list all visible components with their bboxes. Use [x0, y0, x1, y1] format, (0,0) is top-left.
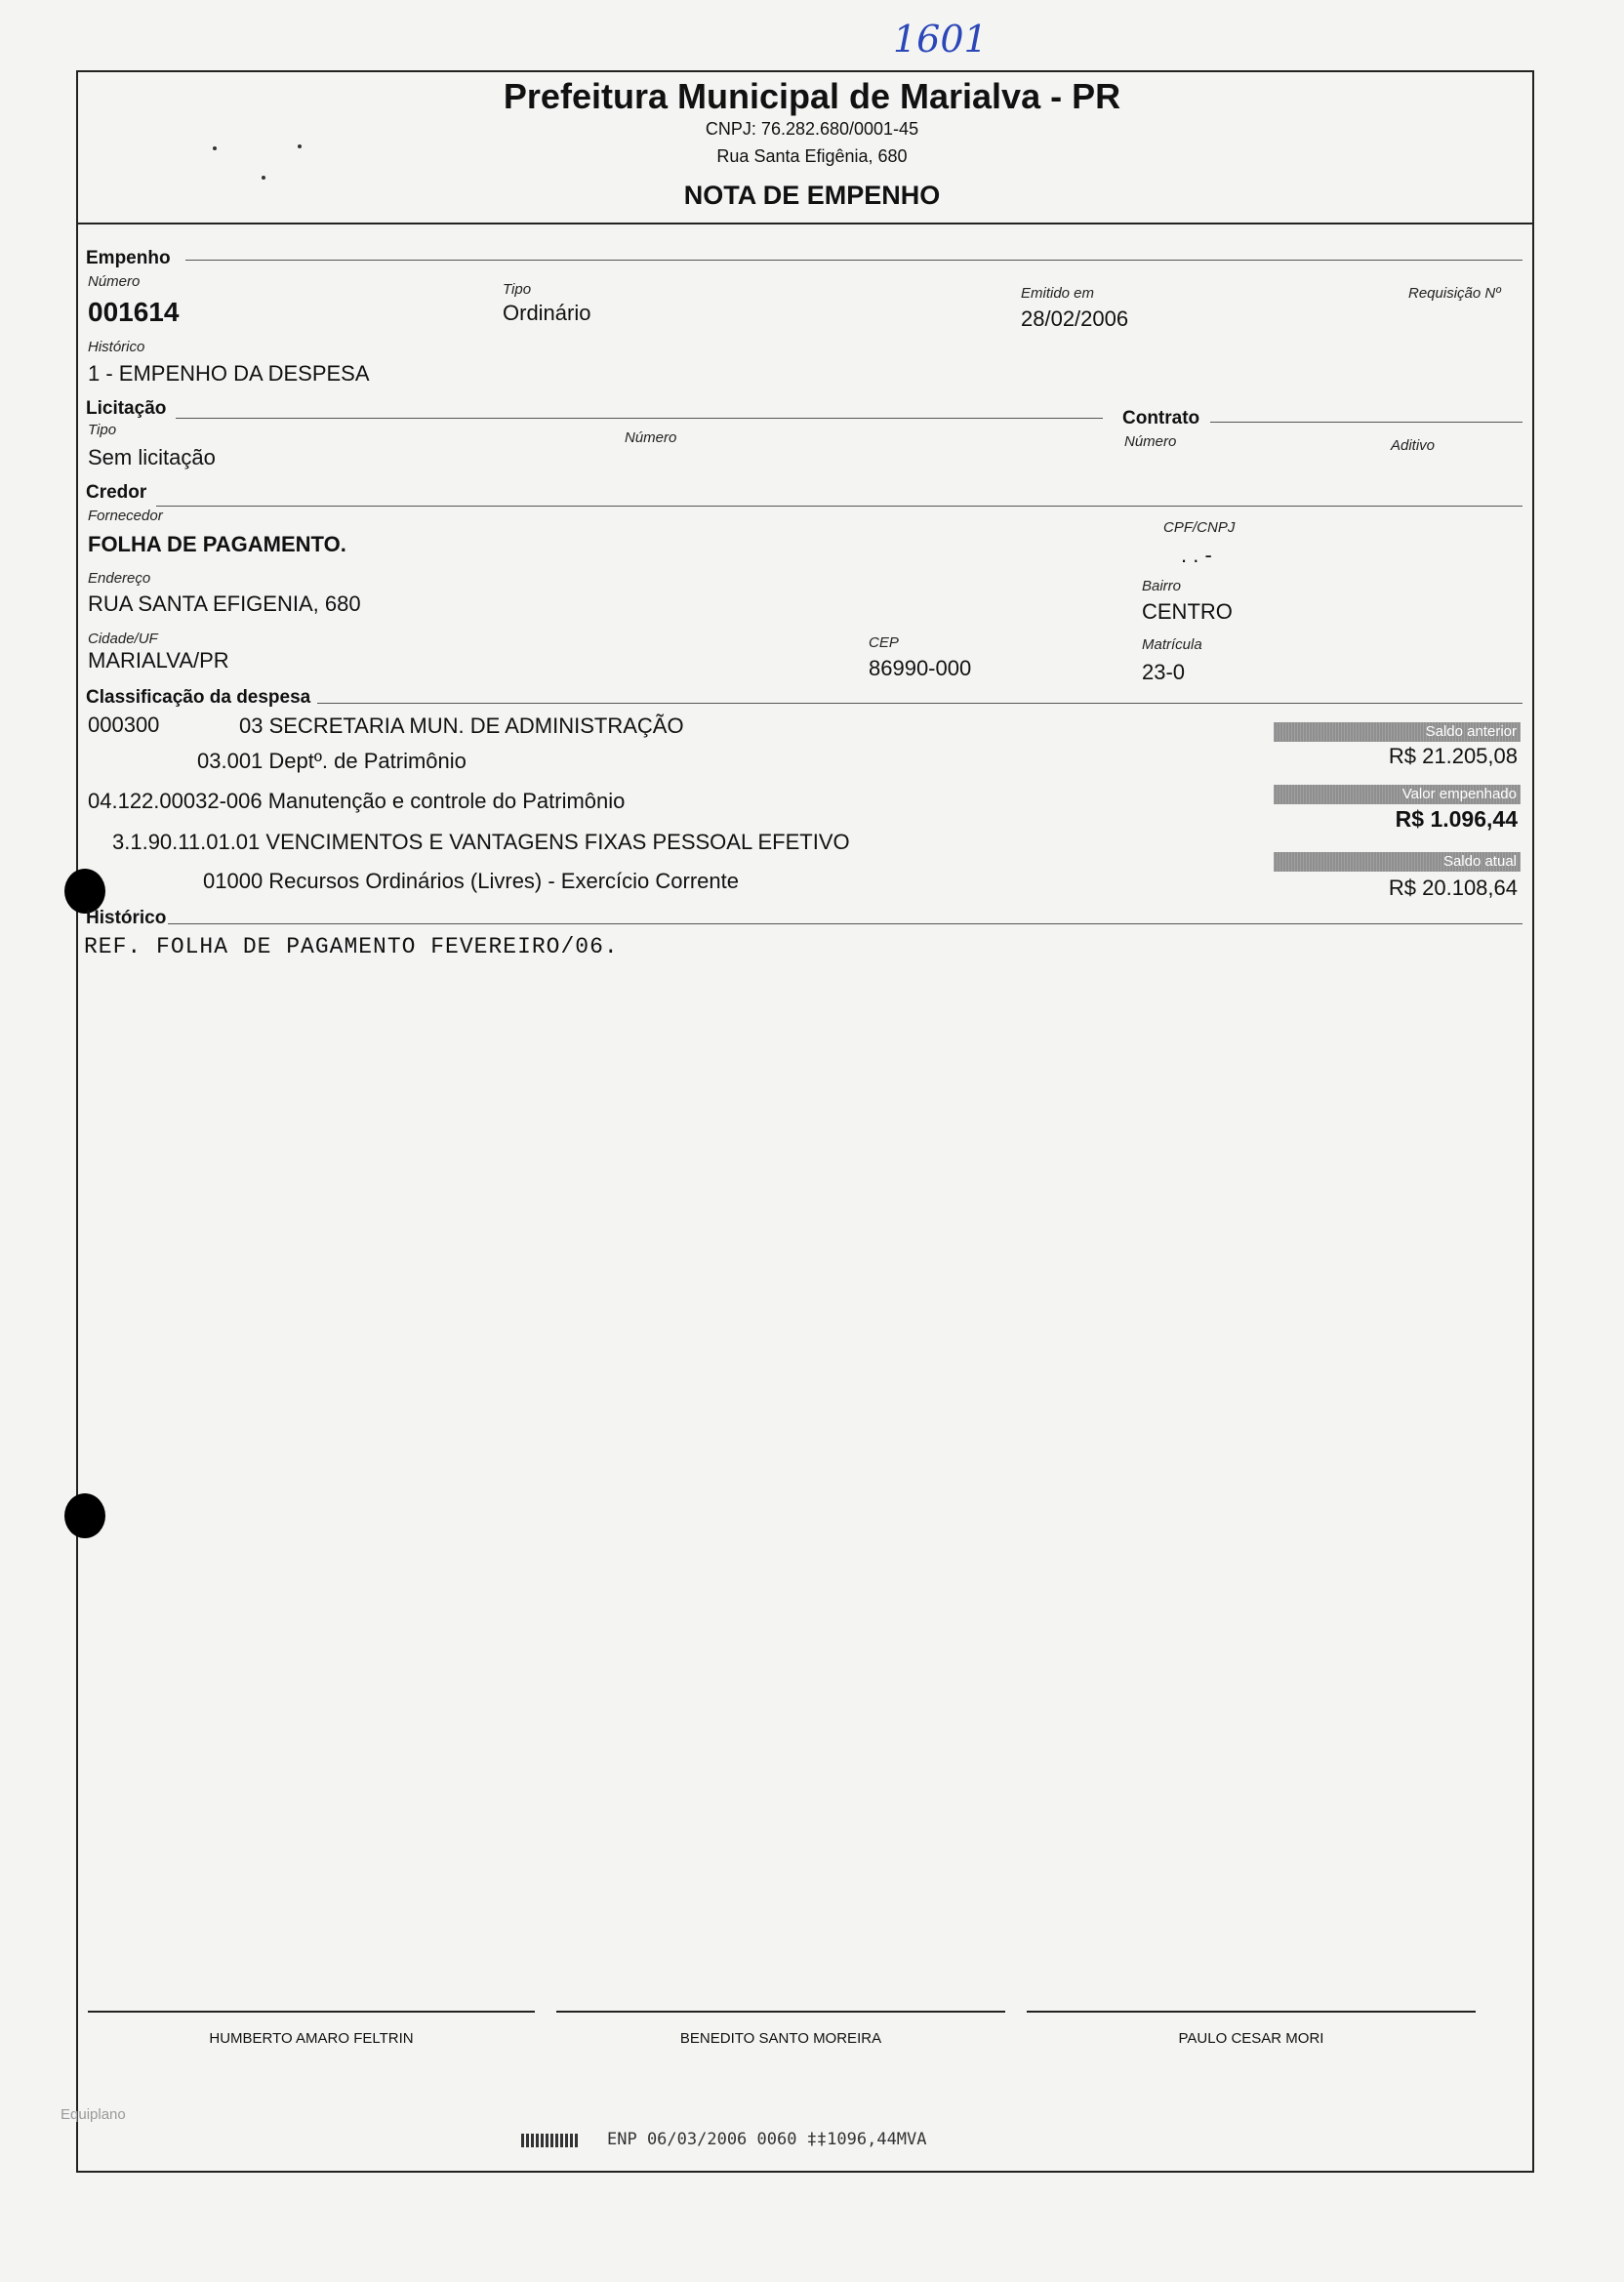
- numero-label: Número: [88, 273, 141, 290]
- address-text: Rua Santa Efigênia, 680: [716, 146, 908, 166]
- classificacao-section-title: Classificação da despesa: [86, 687, 311, 708]
- aditivo-label: Aditivo: [1391, 437, 1436, 454]
- stamp-barcode-icon: [521, 2134, 580, 2147]
- matricula-label: Matrícula: [1142, 636, 1202, 653]
- requisicao-label: Requisição Nº: [1408, 285, 1501, 302]
- mechanical-stamp: ENP 06/03/2006 0060 ‡‡1096,44MVA: [607, 2130, 927, 2149]
- historico-label: Histórico: [88, 339, 145, 355]
- tipo-label: Tipo: [503, 281, 532, 298]
- contrato-section-title: Contrato: [1122, 408, 1200, 428]
- document-title: NOTA DE EMPENHO: [683, 181, 941, 210]
- licitacao-rule: [176, 418, 1103, 419]
- header-divider: [76, 223, 1534, 224]
- licitacao-section-title: Licitação: [86, 398, 167, 419]
- empenho-historico: 1 - EMPENHO DA DESPESA: [88, 361, 370, 386]
- cidade-value: MARIALVA/PR: [88, 648, 229, 672]
- saldo-atual-label: Saldo atual: [1274, 852, 1521, 872]
- credor-rule: [156, 506, 1522, 507]
- historico-rule: [168, 923, 1522, 924]
- signature-name-3: PAULO CESAR MORI: [1178, 2030, 1324, 2047]
- cpf-cnpj-label: CPF/CNPJ: [1163, 519, 1236, 536]
- orgao-code: 000300: [88, 713, 160, 737]
- saldo-anterior-value: R$ 21.205,08: [1388, 744, 1518, 768]
- fonte-recurso: 01000 Recursos Ordinários (Livres) - Exercício Corrente: [203, 869, 739, 893]
- natureza-despesa: 3.1.90.11.01.01 VENCIMENTOS E VANTAGENS FIXAS PESSOAL EFETIVO: [112, 830, 850, 854]
- cep-value: 86990-000: [869, 656, 972, 680]
- empenho-rule: [185, 260, 1522, 261]
- page-title: Prefeitura Municipal de Marialva - PR: [503, 76, 1121, 116]
- signature-name-2: BENEDITO SANTO MOREIRA: [679, 2030, 882, 2047]
- footer-brand: Equiplano: [61, 2106, 126, 2123]
- unidade-name: 03.001 Deptº. de Patrimônio: [197, 749, 467, 773]
- funcional-programatica: 04.122.00032-006 Manutenção e controle do Patrimônio: [88, 789, 626, 813]
- signature-line-1: [88, 2011, 535, 2013]
- licitacao-numero-label: Número: [625, 429, 677, 446]
- cep-label: CEP: [869, 634, 899, 651]
- empenho-section-title: Empenho: [86, 248, 171, 268]
- valor-empenhado-value: R$ 1.096,44: [1395, 806, 1518, 832]
- bairro-value: CENTRO: [1142, 599, 1233, 624]
- cnpj-text: CNPJ: 76.282.680/0001-45: [705, 119, 919, 139]
- contrato-numero-label: Número: [1124, 433, 1177, 450]
- orgao-name: 03 SECRETARIA MUN. DE ADMINISTRAÇÃO: [239, 713, 684, 738]
- endereco-value: RUA SANTA EFIGENIA, 680: [88, 591, 361, 616]
- empenho-number: 001614: [88, 297, 180, 327]
- licitacao-tipo-label: Tipo: [88, 422, 117, 438]
- punch-hole: [64, 1493, 105, 1538]
- classificacao-rule: [317, 703, 1522, 704]
- handwritten-page-number: 1601: [893, 18, 988, 61]
- historico-text: REF. FOLHA DE PAGAMENTO FEVEREIRO/06.: [84, 934, 619, 959]
- cpf-cnpj-value: . . -: [1181, 543, 1212, 567]
- bairro-label: Bairro: [1142, 578, 1182, 594]
- fornecedor-name: FOLHA DE PAGAMENTO.: [88, 532, 346, 556]
- matricula-value: 23-0: [1142, 660, 1186, 684]
- historico-section-title: Histórico: [86, 908, 167, 928]
- saldo-atual-value: R$ 20.108,64: [1388, 876, 1518, 900]
- signature-line-3: [1027, 2011, 1476, 2013]
- scan-speck: [262, 176, 265, 180]
- saldo-anterior-label: Saldo anterior: [1274, 722, 1521, 742]
- emission-date: 28/02/2006: [1021, 306, 1129, 331]
- signature-line-2: [556, 2011, 1005, 2013]
- licitacao-tipo: Sem licitação: [88, 445, 216, 469]
- endereco-label: Endereço: [88, 570, 151, 587]
- fornecedor-label: Fornecedor: [88, 508, 163, 524]
- cidade-label: Cidade/UF: [88, 631, 158, 647]
- credor-section-title: Credor: [86, 482, 147, 503]
- valor-empenhado-label: Valor empenhado: [1274, 785, 1521, 804]
- emitido-label: Emitido em: [1021, 285, 1095, 302]
- contrato-rule: [1210, 422, 1522, 423]
- empenho-tipo: Ordinário: [503, 301, 591, 325]
- signature-name-1: HUMBERTO AMARO FELTRIN: [209, 2030, 414, 2047]
